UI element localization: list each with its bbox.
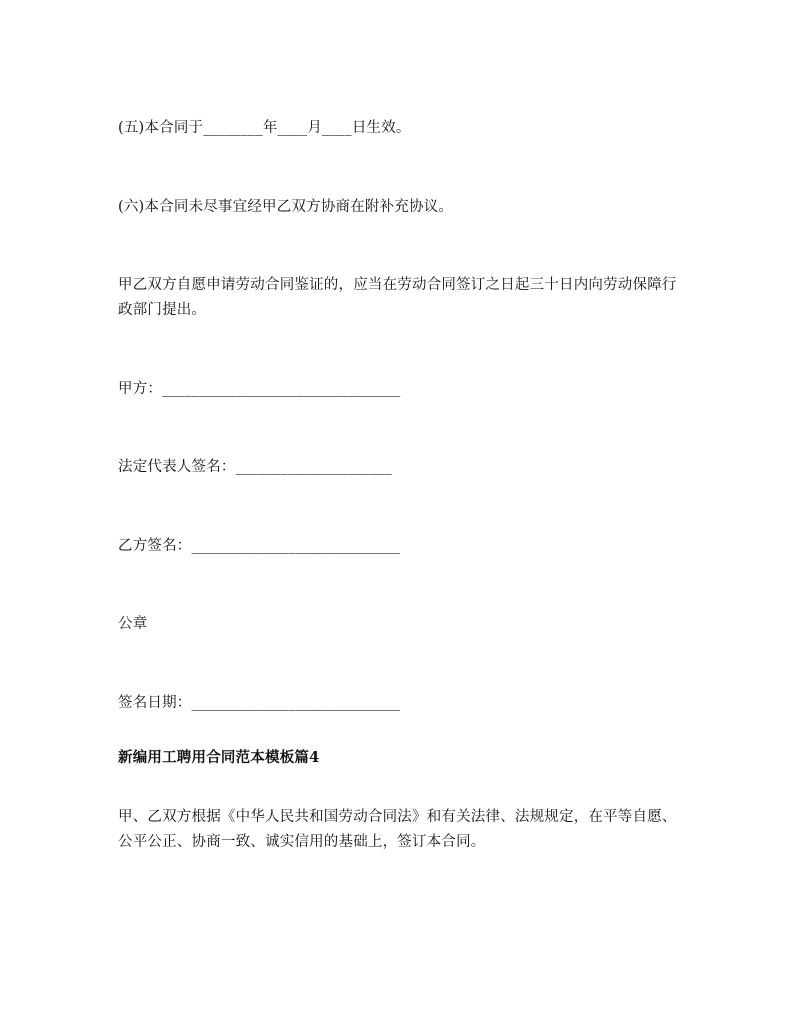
appraisal-paragraph: 甲乙双方自愿申请劳动合同鉴证的，应当在劳动合同签订之日起三十日内向劳动保障行政部门提出。 [118, 277, 677, 318]
party-b-signature-field: 乙方签名：____________________________ [118, 538, 401, 554]
official-seal-label: 公章 [118, 616, 148, 632]
clause-6-supplementary: (六)本合同未尽事宜经甲乙双方协商在附补充协议。 [118, 199, 454, 215]
party-a-field: 甲方：________________________________ [118, 381, 401, 397]
section-heading: 新编用工聘用合同范本模板篇4 [118, 749, 320, 766]
legal-representative-signature-field: 法定代表人签名：_____________________ [118, 459, 393, 475]
clause-5-effective-date: (五)本合同于________年____月____日生效。 [118, 120, 411, 136]
contract-preamble-paragraph: 甲、乙双方根据《中华人民共和国劳动合同法》和有关法律、法规规定，在平等自愿、公平公正、协商一致、诚实信用的基础上，签订本合同。 [118, 809, 677, 850]
signature-date-field: 签名日期：____________________________ [118, 695, 401, 711]
